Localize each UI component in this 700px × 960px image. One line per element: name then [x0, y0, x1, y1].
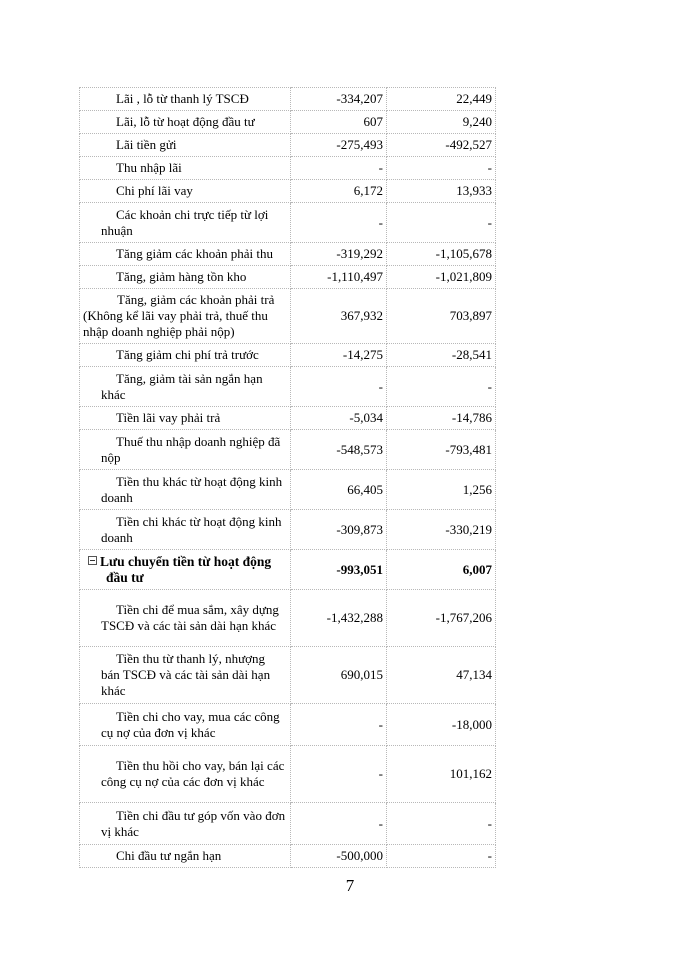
- value-current: -275,493: [291, 134, 387, 157]
- value-prior: -330,219: [387, 510, 496, 550]
- table-row: [80, 157, 496, 180]
- row-label: Tiền thu từ thanh lý, nhượng bán TSCĐ và các tài sản dài hạn khác: [80, 647, 291, 704]
- value-current: -: [291, 203, 387, 243]
- row-label: Chi phí lãi vay: [80, 180, 291, 203]
- table-row: [80, 704, 496, 746]
- value-current: -14,275: [291, 344, 387, 367]
- value-prior: -492,527: [387, 134, 496, 157]
- value-current: -: [291, 704, 387, 746]
- table-row: [80, 430, 496, 470]
- value-prior: 9,240: [387, 111, 496, 134]
- table-row: [80, 344, 496, 367]
- value-prior: -: [387, 157, 496, 180]
- value-current: -: [291, 367, 387, 407]
- table-row: [80, 647, 496, 704]
- table-row: [80, 367, 496, 407]
- value-prior: -18,000: [387, 704, 496, 746]
- value-prior: -: [387, 803, 496, 845]
- row-label: Thu nhập lãi: [80, 157, 291, 180]
- value-prior: 47,134: [387, 647, 496, 704]
- value-current: -: [291, 157, 387, 180]
- value-current: -334,207: [291, 88, 387, 111]
- value-current: 367,932: [291, 289, 387, 344]
- value-current: -309,873: [291, 510, 387, 550]
- table-row: [80, 590, 496, 647]
- table-row: [80, 88, 496, 111]
- row-label: Tăng, giảm các khoản phải trả (Không kể lãi vay phải trả, thuế thu nhập doanh nghiệp phải nộp): [80, 289, 291, 344]
- value-prior: -: [387, 845, 496, 868]
- row-label: Lãi , lỗ từ thanh lý TSCĐ: [80, 88, 291, 111]
- value-current: -: [291, 746, 387, 803]
- section-label: [80, 550, 291, 590]
- value-current: 690,015: [291, 647, 387, 704]
- value-current: -548,573: [291, 430, 387, 470]
- table-row: [80, 134, 496, 157]
- page-number: 7: [345, 876, 355, 895]
- value-current: 607: [291, 111, 387, 134]
- value-prior: 101,162: [387, 746, 496, 803]
- value-current: 6,172: [291, 180, 387, 203]
- value-prior: -: [387, 367, 496, 407]
- row-label: Tiền lãi vay phải trả: [80, 407, 291, 430]
- row-label: Các khoản chi trực tiếp từ lợi nhuận: [80, 203, 291, 243]
- table-row: [80, 243, 496, 266]
- table-row: [80, 111, 496, 134]
- table-row: [80, 803, 496, 845]
- row-label: Tiền chi đầu tư góp vốn vào đơn vị khác: [80, 803, 291, 845]
- row-label: Thuế thu nhập doanh nghiệp đã nộp: [80, 430, 291, 470]
- value-prior: -: [387, 203, 496, 243]
- value-prior: 22,449: [387, 88, 496, 111]
- value-current: -1,432,288: [291, 590, 387, 647]
- value-prior: 1,256: [387, 470, 496, 510]
- row-label: Tiền thu khác từ hoạt động kinh doanh: [80, 470, 291, 510]
- value-prior: -793,481: [387, 430, 496, 470]
- value-prior: 703,897: [387, 289, 496, 344]
- table-row: [80, 470, 496, 510]
- value-prior: -1,105,678: [387, 243, 496, 266]
- value-current: 66,405: [291, 470, 387, 510]
- value-prior: 6,007: [387, 550, 496, 590]
- row-label: Tiền thu hồi cho vay, bán lại các công cụ nợ của các đơn vị khác: [80, 746, 291, 803]
- table-row: [80, 289, 496, 344]
- table-row: [80, 845, 496, 868]
- table-row: [80, 746, 496, 803]
- table-row: [80, 180, 496, 203]
- row-label: Tiền chi để mua sắm, xây dựng TSCĐ và các tài sản dài hạn khác: [80, 590, 291, 647]
- value-prior: -1,021,809: [387, 266, 496, 289]
- minus-box-icon[interactable]: [88, 556, 97, 565]
- table-row: [80, 266, 496, 289]
- value-prior: -28,541: [387, 344, 496, 367]
- section-header-row: [80, 550, 496, 590]
- row-label: Tiền chi cho vay, mua các công cụ nợ của đơn vị khác: [80, 704, 291, 746]
- row-label: Lãi, lỗ từ hoạt động đầu tư: [80, 111, 291, 134]
- value-current: -: [291, 803, 387, 845]
- row-label: Tăng, giảm tài sản ngắn hạn khác: [80, 367, 291, 407]
- value-current: -5,034: [291, 407, 387, 430]
- row-label: Tăng giảm các khoản phải thu: [80, 243, 291, 266]
- table-row: [80, 510, 496, 550]
- table-row: [80, 203, 496, 243]
- value-current: -993,051: [291, 550, 387, 590]
- value-prior: 13,933: [387, 180, 496, 203]
- table-row: [80, 407, 496, 430]
- row-label: Chi đầu tư ngắn hạn: [80, 845, 291, 868]
- value-prior: -14,786: [387, 407, 496, 430]
- value-prior: -1,767,206: [387, 590, 496, 647]
- section-title: Lưu chuyển tiền từ hoạt động đầu tư: [100, 553, 272, 585]
- row-label: Tăng giảm chi phí trả trước: [80, 344, 291, 367]
- value-current: -1,110,497: [291, 266, 387, 289]
- value-current: -319,292: [291, 243, 387, 266]
- row-label: Tiền chi khác từ hoạt động kinh doanh: [80, 510, 291, 550]
- row-label: Lãi tiền gửi: [80, 134, 291, 157]
- cash-flow-table: [79, 87, 496, 868]
- value-current: -500,000: [291, 845, 387, 868]
- row-label: Tăng, giảm hàng tồn kho: [80, 266, 291, 289]
